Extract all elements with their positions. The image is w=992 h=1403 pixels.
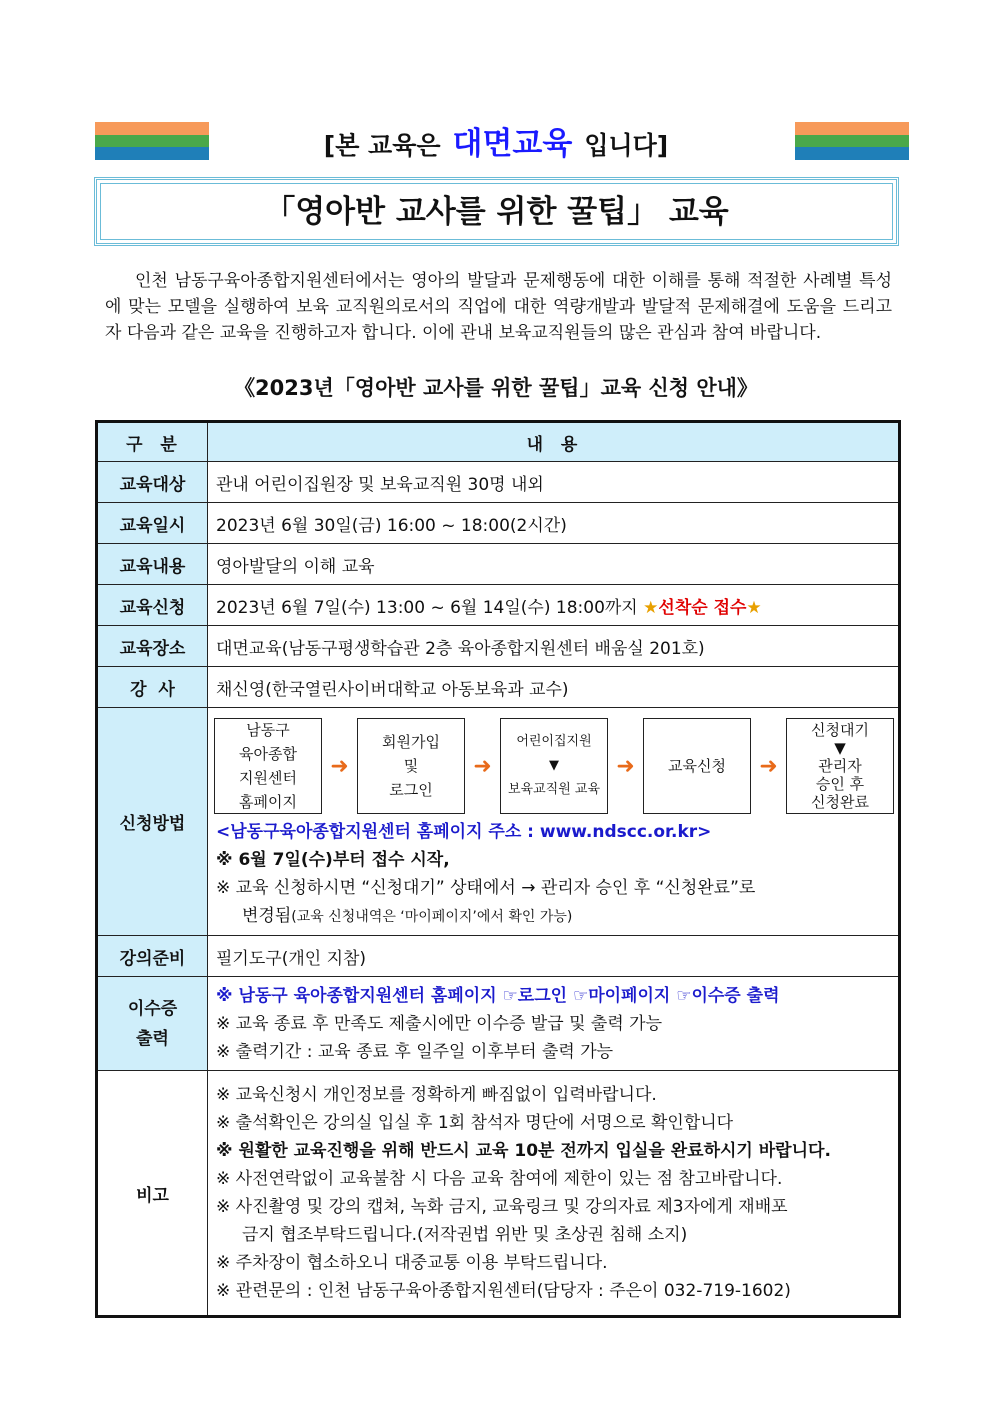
table-row bbox=[97, 708, 900, 936]
table-row bbox=[97, 585, 900, 626]
table-row bbox=[97, 936, 900, 977]
step-text: 교육신청 bbox=[668, 757, 726, 775]
method-label: 신청방법 bbox=[97, 708, 208, 936]
apply-period: 2023년 6월 7일(수) 13:00 ~ 6월 14일(수) 18:00까지 bbox=[216, 597, 638, 618]
flow-step-complete bbox=[786, 718, 894, 814]
step-text: 홈페이지 bbox=[239, 793, 297, 811]
date-label: 교육일시 bbox=[97, 503, 208, 544]
step-text: 남동구 bbox=[246, 721, 290, 739]
table-row bbox=[97, 503, 900, 544]
certificate-label-line: 이수증 bbox=[127, 998, 178, 1019]
step-text: 승인 후 bbox=[815, 775, 865, 793]
method-note-status: ※ 교육 신청하시면 “신청대기” 상태에서 → 관리자 승인 후 “신청완료”로 bbox=[216, 878, 756, 898]
certificate-cell bbox=[208, 977, 900, 1071]
apply-value-cell bbox=[208, 585, 900, 626]
step-text: 및 bbox=[403, 757, 419, 775]
step-text: 신청완료 bbox=[811, 793, 869, 811]
banner-prefix: [본 교육은 bbox=[323, 131, 441, 160]
place-label: 교육장소 bbox=[97, 626, 208, 667]
certificate-label bbox=[97, 977, 208, 1071]
remark-line: ※ 교육신청시 개인정보를 정확하게 빠짐없이 입력바랍니다. bbox=[216, 1085, 657, 1105]
star-icon: ★ bbox=[746, 597, 762, 618]
remarks-cell bbox=[208, 1071, 900, 1317]
certificate-period: ※ 출력기간 : 교육 종료 후 일주일 이후부터 출력 가능 bbox=[216, 1041, 614, 1062]
remark-line: ※ 사전연락없이 교육불참 시 다음 교육 참여에 제한이 있는 점 참고바랍니다. bbox=[216, 1169, 783, 1189]
star-icon: ★ bbox=[643, 597, 659, 618]
prep-label: 강의준비 bbox=[97, 936, 208, 977]
step-text: 지원센터 bbox=[239, 769, 297, 787]
info-table bbox=[95, 420, 901, 1318]
apply-label: 교육신청 bbox=[97, 585, 208, 626]
intro-paragraph: 인천 남동구육아종합지원센터에서는 영아의 발달과 문제행동에 대한 이해를 통해 적절한 사례별 특성에 맞는 모델을 실행하여 보육 교직원의로서의 직업에 대한 역량개발과 발달적 문제해결에 도움을 드리고자 다음과 같은 교육을 진행하고자 합니다. 이에 관내 보육교직원들의 많은 관심과 참여 바랍니다. bbox=[105, 271, 892, 343]
table-row bbox=[97, 544, 900, 585]
table-row bbox=[97, 1071, 900, 1317]
step-text: 육아종합 bbox=[239, 745, 297, 763]
table-row bbox=[97, 462, 900, 503]
step-text: 관리자 bbox=[818, 757, 862, 775]
flow-step-apply bbox=[643, 718, 751, 814]
content-label: 교육내용 bbox=[97, 544, 208, 585]
table-row bbox=[97, 667, 900, 708]
lecturer-value: 채신영(한국열린사이버대학교 아동보육과 교수) bbox=[208, 667, 900, 708]
arrow-right-icon: ➜ bbox=[616, 753, 635, 779]
remark-line: ※ 주차장이 협소하오니 대중교통 이용 부탁드립니다. bbox=[216, 1253, 608, 1273]
table-row bbox=[97, 977, 900, 1071]
flow-step-homepage bbox=[214, 718, 322, 814]
step-text: 로그인 bbox=[389, 781, 433, 799]
arrow-right-icon: ➜ bbox=[473, 753, 492, 779]
remarks-label: 비고 bbox=[97, 1071, 208, 1317]
remark-line: ※ 사진촬영 및 강의 캡쳐, 녹화 금지, 교육링크 및 강의자료 제3자에게 재배포 bbox=[216, 1197, 788, 1217]
down-triangle-icon: ▼ bbox=[548, 758, 559, 773]
step-text: 회원가입 bbox=[382, 733, 440, 751]
title-box bbox=[94, 177, 899, 246]
format-banner bbox=[0, 122, 992, 168]
flow-step-daycare-support bbox=[500, 718, 608, 814]
date-value: 2023년 6월 30일(금) 16:00 ~ 18:00(2시간) bbox=[208, 503, 900, 544]
homepage-address: <남동구육아종합지원센터 홈페이지 주소 : www.ndscc.or.kr> bbox=[216, 822, 712, 842]
certificate-steps: ※ 남동구 육아종합지원센터 홈페이지 ☞로그인 ☞마이페이지 ☞이수증 출력 bbox=[216, 985, 780, 1006]
certificate-label-line: 출력 bbox=[136, 1028, 169, 1049]
certificate-condition: ※ 교육 종료 후 만족도 제출시에만 이수증 발급 및 출력 가능 bbox=[216, 1013, 662, 1034]
header-category: 구 분 bbox=[97, 422, 208, 462]
method-note-mypage: (교육 신청내역은 ‘마이페이지’에서 확인 가능) bbox=[291, 909, 573, 925]
step-text: 신청대기 bbox=[811, 721, 869, 739]
remark-line: ※ 관련문의 : 인천 남동구육아종합지원센터(담당자 : 주은이 032-719-1602) bbox=[216, 1281, 791, 1301]
method-note-start: ※ 6월 7일(수)부터 접수 시작, bbox=[216, 850, 450, 870]
section-subtitle: 《2023년「영아반 교사를 위한 꿀팁」교육 신청 안내》 bbox=[234, 376, 758, 400]
down-triangle-icon: ▼ bbox=[834, 739, 846, 757]
header-content: 내 용 bbox=[208, 422, 900, 462]
remark-line: ※ 원활한 교육진행을 위해 반드시 교육 10분 전까지 입실을 완료하시기 바랍니다. bbox=[216, 1141, 831, 1161]
place-value: 대면교육(남동구평생학습관 2층 육아종합지원센터 배움실 201호) bbox=[208, 626, 900, 667]
target-value: 관내 어린이집원장 및 보육교직원 30명 내외 bbox=[208, 462, 900, 503]
step-text: 어린이집지원 bbox=[516, 734, 592, 749]
page-title: 「영아반 교사를 위한 꿀팁」 교육 bbox=[100, 183, 893, 240]
method-note-changed: 변경됨 bbox=[242, 906, 292, 926]
remark-line: ※ 출석확인은 강의실 입실 후 1회 참석자 명단에 서명으로 확인합니다 bbox=[216, 1113, 734, 1133]
step-text: 보육교직원 교육 bbox=[507, 782, 601, 797]
application-flow bbox=[214, 714, 894, 818]
banner-suffix: 입니다] bbox=[584, 131, 669, 160]
table-row bbox=[97, 626, 900, 667]
first-come-badge: 선착순 접수 bbox=[658, 597, 747, 618]
arrow-right-icon: ➜ bbox=[759, 753, 778, 779]
arrow-right-icon: ➜ bbox=[330, 753, 349, 779]
method-note-status-cont bbox=[216, 902, 890, 931]
remark-line: 금지 협조부탁드립니다.(저작권법 위반 및 초상권 침해 소지) bbox=[242, 1225, 688, 1245]
target-label: 교육대상 bbox=[97, 462, 208, 503]
prep-value: 필기도구(개인 지참) bbox=[208, 936, 900, 977]
lecturer-label: 강 사 bbox=[97, 667, 208, 708]
flow-step-signup bbox=[357, 718, 465, 814]
method-cell bbox=[208, 708, 900, 936]
banner-highlight: 대면교육 bbox=[452, 126, 573, 162]
content-value: 영아발달의 이해 교육 bbox=[208, 544, 900, 585]
table-header-row bbox=[97, 422, 900, 462]
